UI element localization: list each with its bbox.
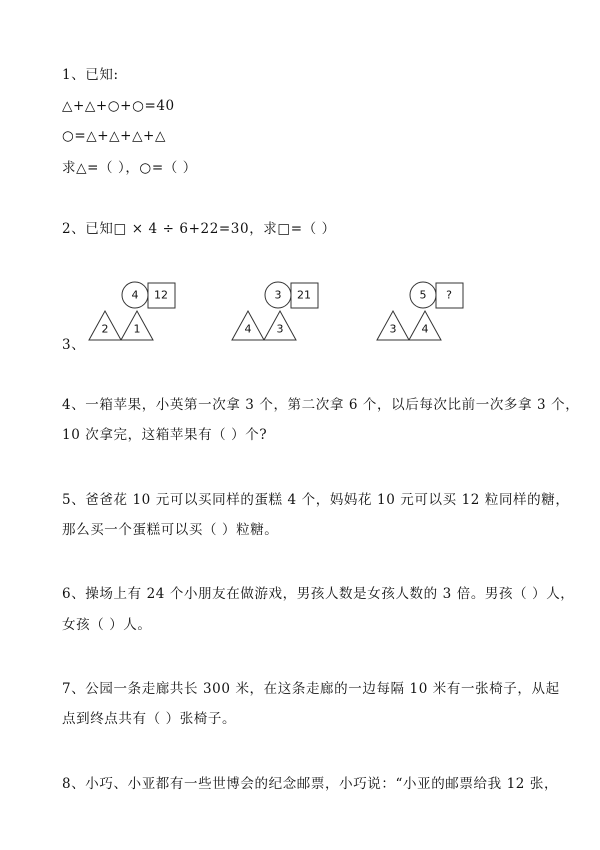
square-value: 12 — [154, 288, 168, 302]
right-triangle-value: 4 — [421, 322, 429, 336]
q4-line-2: 10 次拿完，这箱苹果有（ ）个? — [62, 427, 268, 443]
left-triangle-value: 2 — [101, 322, 109, 336]
q3-figure-2 — [228, 275, 348, 345]
circle-value: 3 — [274, 288, 282, 302]
q5-line-2: 那么买一个蛋糕可以买（ ）粒糖。 — [62, 522, 279, 538]
q2-text: 2、已知□ × 4 ÷ 6+22=30，求□=（ ） — [62, 221, 336, 237]
left-triangle-value: 4 — [244, 322, 252, 336]
right-triangle-value: 3 — [276, 322, 284, 336]
q7-line-1: 7、公园一条走廊共长 300 米，在这条走廊的一边每隔 10 米有一张椅子，从起 — [62, 681, 560, 697]
q4-line-1: 4、一箱苹果，小英第一次拿 3 个，第二次拿 6 个，以后每次比前一次多拿 3 个， — [62, 397, 580, 413]
q1-equation-2: ○=△+△+△+△ — [62, 128, 166, 144]
q1-equation-1: △+△+○+○=40 — [62, 98, 175, 114]
q3-figure-3 — [373, 275, 493, 345]
q6-line-1: 6、操场上有 24 个小朋友在做游戏，男孩人数是女孩人数的 3 倍。男孩（ ）人， — [62, 586, 575, 602]
q5-line-1: 5、爸爸花 10 元可以买同样的蛋糕 4 个，妈妈花 10 元可以买 12 粒同样的糖， — [62, 492, 570, 508]
circle-value: 5 — [419, 288, 427, 302]
q1-question: 求△=（ ），○=（ ） — [62, 160, 197, 176]
q1-title: 1、已知: — [62, 67, 119, 83]
left-triangle-value: 3 — [389, 322, 397, 336]
circle-value: 4 — [131, 288, 139, 302]
right-triangle-value: 1 — [133, 322, 141, 336]
square-value: ? — [446, 288, 452, 302]
q8-line-1: 8、小巧、小亚都有一些世博会的纪念邮票，小巧说：“小亚的邮票给我 12 张， — [62, 776, 559, 792]
q6-line-2: 女孩（ ）人。 — [62, 617, 152, 633]
q3-label: 3、 — [62, 337, 86, 353]
q3-figure-1 — [85, 275, 205, 345]
square-value: 21 — [297, 288, 311, 302]
q7-line-2: 点到终点共有（ ）张椅子。 — [62, 711, 237, 727]
